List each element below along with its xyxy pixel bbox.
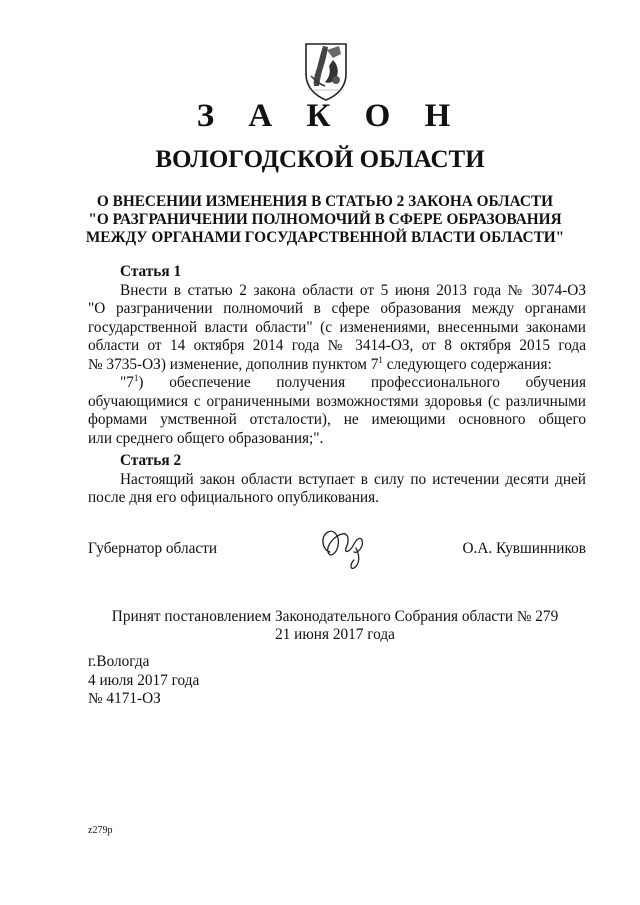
- article-1-line: государственной власти области" (с изменениями, внесенными законами: [88, 318, 586, 336]
- amendment-quote-line: формами умственной отсталости), не имеющими основного общего: [88, 411, 586, 428]
- amendment-quote-line: или среднего общего образования;".: [88, 429, 324, 447]
- handwritten-signature: [316, 522, 372, 572]
- signatory-name: О.А. Кувшинников: [462, 540, 586, 557]
- article-1-line: № 3735-ОЗ) изменение, дополнив пунктом $7^1$ следующего содержания:: [88, 354, 552, 373]
- article-2-line: Настоящий закон области вступает в силу по истечении десяти дней: [120, 470, 586, 488]
- article-1-line: области от 14 октября 2014 года № 3414-ОЗ, от 8 октября 2015 года: [88, 337, 586, 354]
- signing-date: 4 июля 2017 года: [88, 671, 200, 689]
- article-2-line: после дня его официального опубликования.: [88, 489, 379, 506]
- law-subtitle: [70, 193, 580, 247]
- article-2: [88, 452, 586, 508]
- amendment-quote-line: "$7^1$) обеспечение получения профессионального обучения: [120, 373, 586, 391]
- city: г.Вологда: [88, 653, 150, 670]
- subtitle-line: "О РАЗГРАНИЧЕНИИ ПОЛНОМОЧИЙ В СФЕРЕ ОБРАЗОВАНИЯ: [88, 211, 562, 228]
- coat-of-arms-emblem: [303, 40, 349, 102]
- document-code: z279p: [88, 825, 113, 836]
- adoption-date: 21 июня 2017 года: [275, 626, 395, 643]
- place-and-number: [88, 653, 199, 709]
- region-title: ВОЛОГОДСКОЙ ОБЛАСТИ: [155, 146, 485, 173]
- signatory-position: Губернатор области: [88, 540, 218, 557]
- adoption-line: Принят постановлением Законодательного Собрания области № 279: [111, 608, 559, 625]
- article-1-line: "О разграничении полномочий в сфере образования между органами: [88, 300, 586, 317]
- article-1-heading: Статья 1: [120, 263, 182, 280]
- subtitle-line: О ВНЕСЕНИИ ИЗМЕНЕНИЯ В СТАТЬЮ 2 ЗАКОНА ОБЛАСТИ: [96, 193, 554, 210]
- article-2-heading: Статья 2: [120, 452, 182, 469]
- document-type-title: З А К О Н: [196, 98, 464, 134]
- article-1: [88, 263, 586, 448]
- law-number: № 4171-ОЗ: [88, 690, 161, 707]
- adoption-note: [0, 608, 640, 644]
- article-1-line: Внести в статью 2 закона области от 5 июня 2013 года № 3074-ОЗ: [120, 281, 586, 299]
- amendment-quote-line: обучающимися с ограниченными возможностями здоровья (с различными: [88, 392, 586, 410]
- subtitle-line: МЕЖДУ ОРГАНАМИ ГОСУДАРСТВЕННОЙ ВЛАСТИ ОБЛАСТИ": [85, 229, 565, 246]
